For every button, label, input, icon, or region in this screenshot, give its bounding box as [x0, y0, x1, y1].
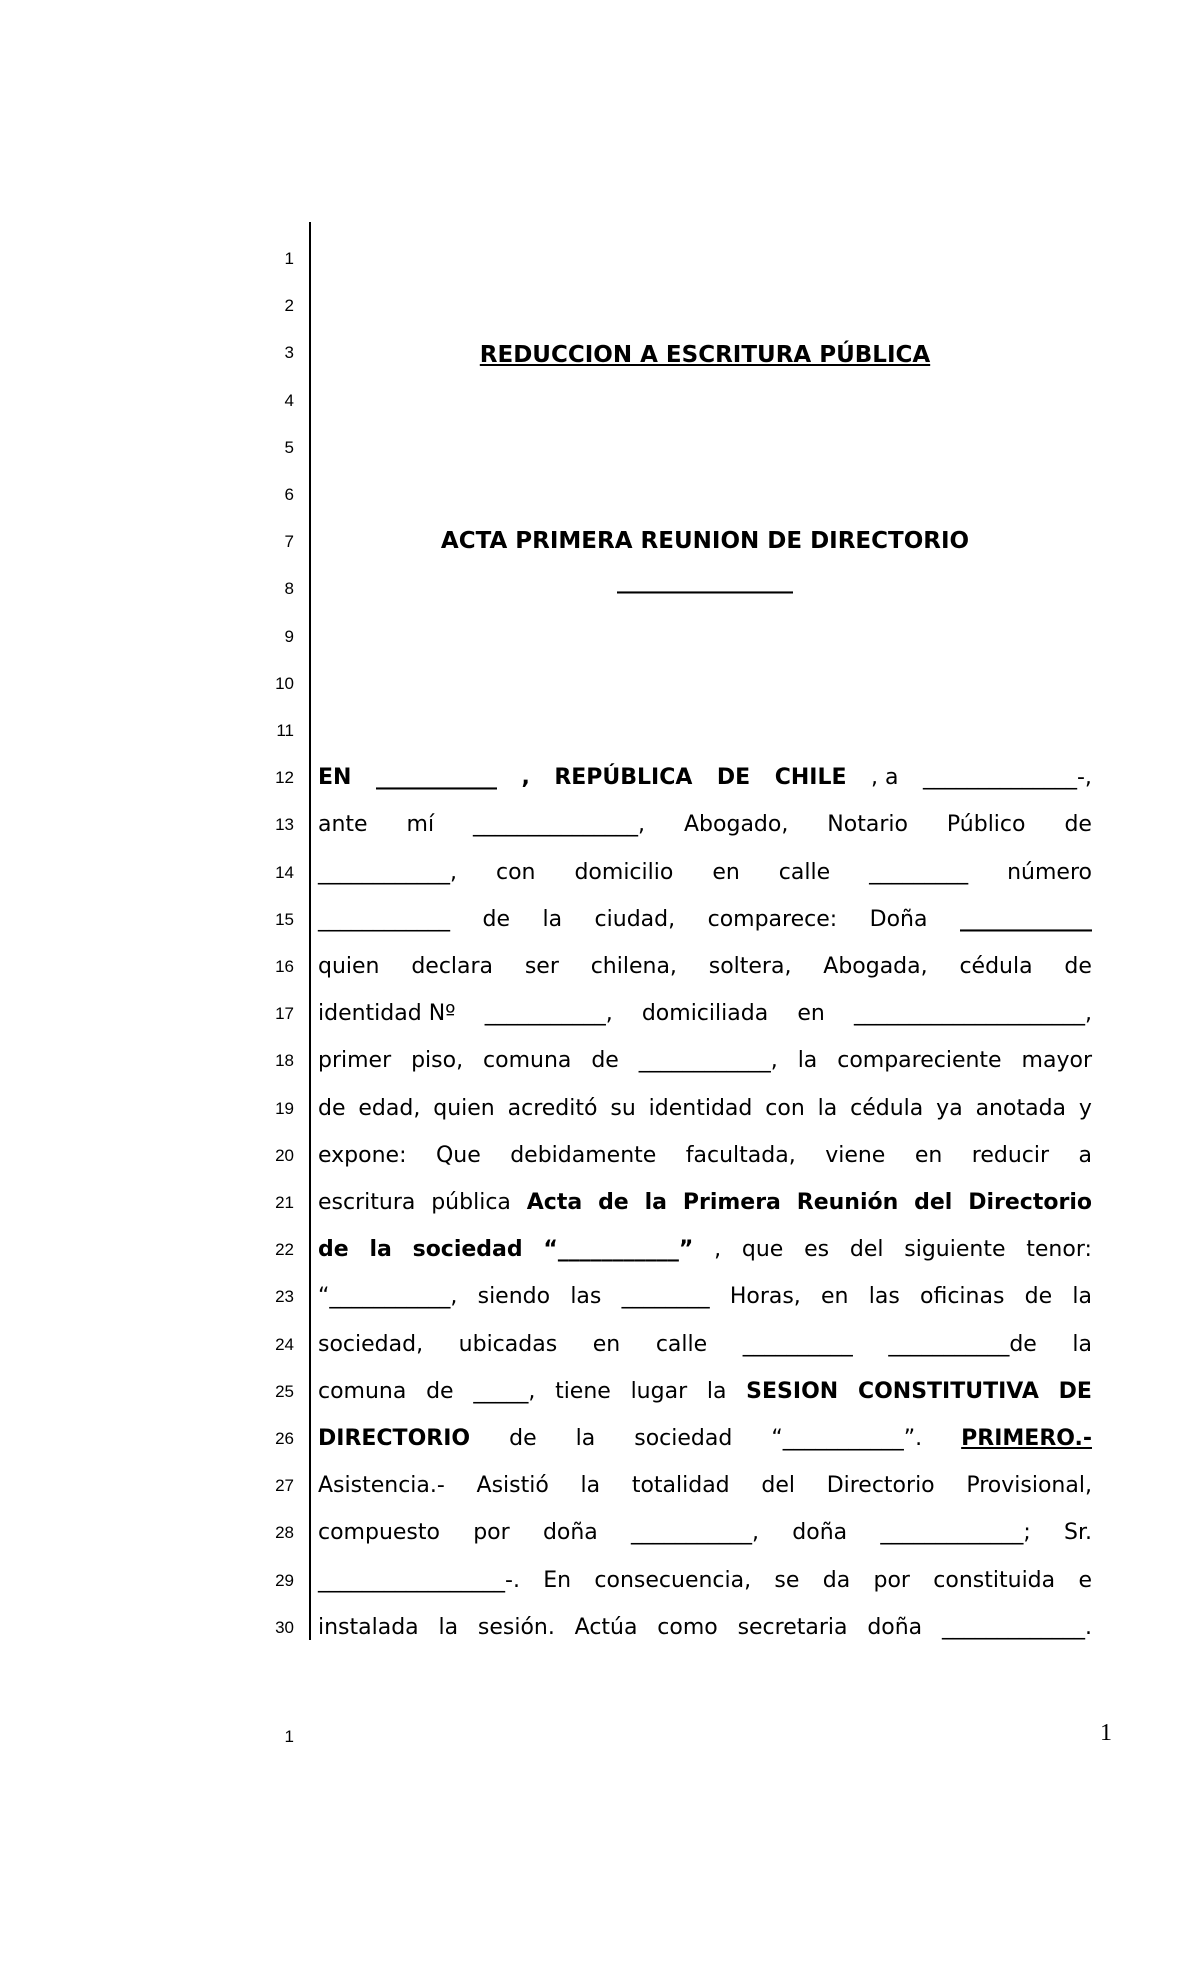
body-line: [318, 1566, 1092, 1596]
body-word: Directorio: [968, 1190, 1092, 1215]
body-line: [318, 1613, 1092, 1643]
body-word: ,: [714, 1237, 722, 1263]
body-word: _____________.: [941, 1614, 1092, 1640]
body-word: calle: [778, 859, 831, 885]
body-word: comuna: [483, 1048, 572, 1074]
body-word: anotada: [975, 1095, 1067, 1121]
body-word: _____________________,: [853, 1001, 1092, 1027]
line-number: 1: [284, 249, 294, 268]
body-word: la: [438, 1614, 459, 1640]
body-word: en: [797, 1001, 825, 1027]
body-word: domicilio: [574, 859, 674, 885]
body-word: CONSTITUTIVA: [857, 1378, 1039, 1404]
body-word: lugar: [630, 1378, 688, 1404]
body-word: __________: [742, 1331, 853, 1357]
body-word: “___________,: [318, 1284, 458, 1310]
line-number: 24: [275, 1334, 294, 1354]
body-word: quien: [318, 954, 380, 979]
body-word: sociedad,: [318, 1331, 424, 1357]
line-number: 21: [275, 1193, 294, 1212]
body-word: doña: [792, 1520, 848, 1546]
body-word: la: [1072, 1331, 1092, 1357]
line-number-rule: [309, 222, 311, 1640]
body-word: ,: [521, 765, 530, 791]
body-word: ___________: [375, 765, 497, 791]
body-line: [318, 1518, 1092, 1548]
line-number: 15: [275, 909, 294, 929]
body-word: ante: [318, 812, 368, 838]
body-word: DE: [1058, 1378, 1092, 1404]
body-word: EN: [318, 765, 352, 791]
body-word: edad,: [358, 1095, 421, 1121]
body-word: _________: [869, 859, 969, 885]
body-word: Provisional,: [966, 1473, 1092, 1499]
body-word: la: [797, 1048, 818, 1074]
body-word: en: [914, 1142, 943, 1168]
body-word: en: [712, 859, 740, 885]
body-word: ____________,: [318, 859, 457, 885]
body-word: en: [821, 1284, 849, 1310]
line-number: 4: [284, 390, 294, 410]
body-word: DIRECTORIO: [318, 1426, 471, 1451]
body-word: por: [873, 1567, 910, 1593]
body-word: Público: [946, 812, 1026, 838]
body-word: constituida: [933, 1567, 1056, 1593]
line-number: 19: [275, 1098, 294, 1118]
line-number: 13: [275, 815, 294, 835]
line-number: 23: [275, 1287, 294, 1307]
body-word: consecuencia,: [594, 1567, 752, 1593]
body-word: Sr.: [1064, 1520, 1092, 1546]
body-word: ___________de: [888, 1331, 1037, 1357]
line-number: 8: [284, 579, 294, 599]
body-word: por: [473, 1520, 510, 1546]
line-number: 3: [284, 343, 294, 363]
body-word: Abogado,: [684, 812, 789, 838]
document-subtitle: ACTA PRIMERA REUNION DE DIRECTORIO: [440, 528, 970, 554]
body-word: la: [644, 1190, 667, 1215]
body-word: En: [543, 1567, 572, 1593]
body-word: doña: [867, 1614, 923, 1640]
body-line: [318, 1046, 1092, 1076]
body-word: tenor:: [1026, 1237, 1092, 1263]
body-word: domiciliada: [641, 1001, 769, 1027]
body-word: _______________,: [473, 812, 646, 838]
body-word: de: [598, 1190, 629, 1215]
body-word: “___________”: [543, 1237, 694, 1263]
body-word: , a: [871, 765, 899, 791]
body-word: con: [765, 1095, 805, 1121]
body-word: Actúa: [574, 1614, 638, 1640]
line-number: 26: [275, 1429, 294, 1448]
body-word: quien: [433, 1095, 495, 1121]
body-word: Notario: [827, 812, 908, 838]
body-word: pública: [431, 1190, 511, 1215]
body-word: ___________,: [631, 1520, 760, 1546]
body-word: debidamente: [510, 1142, 657, 1168]
body-word: facultada,: [685, 1142, 796, 1168]
body-word: de: [426, 1378, 454, 1404]
body-word: cédula: [959, 954, 1033, 979]
line-number: 28: [275, 1523, 294, 1543]
body-word: SESION: [746, 1378, 839, 1404]
body-word: la: [706, 1378, 727, 1404]
body-word: de: [318, 1237, 349, 1263]
body-word: _____________;: [880, 1520, 1031, 1546]
body-line: [318, 999, 1092, 1029]
body-word: CHILE: [774, 765, 847, 791]
body-word: Doña: [869, 906, 928, 932]
body-word: Asistencia.-: [318, 1473, 445, 1499]
body-word: “___________”.: [771, 1426, 923, 1451]
body-word: declara: [411, 954, 494, 979]
body-line: [318, 1188, 1092, 1218]
body-word: primer: [318, 1048, 392, 1074]
body-word: como: [657, 1614, 718, 1640]
body-word: doña: [542, 1520, 598, 1546]
body-word: ____________,: [638, 1048, 778, 1074]
body-word: de: [1064, 954, 1092, 979]
body-word: siendo: [477, 1284, 551, 1310]
body-word: compuesto: [318, 1520, 440, 1546]
body-word: Primera: [682, 1190, 781, 1215]
body-word: ____________: [959, 906, 1092, 932]
body-word: a: [1078, 1142, 1092, 1168]
body-word: que: [741, 1237, 784, 1263]
line-number: 29: [275, 1570, 294, 1590]
body-line: [318, 810, 1092, 840]
body-word: del: [849, 1237, 884, 1263]
line-number: 14: [275, 862, 294, 882]
body-word: de: [1064, 812, 1092, 838]
line-number: 18: [275, 1051, 294, 1071]
body-line: [318, 858, 1092, 888]
body-word: de: [318, 1095, 346, 1121]
body-word: del: [914, 1190, 953, 1215]
body-word: reducir: [971, 1142, 1050, 1168]
line-number: 16: [275, 957, 294, 976]
body-word: y: [1078, 1095, 1092, 1121]
body-word: la: [542, 906, 563, 932]
body-word: tiene: [555, 1378, 611, 1404]
body-word: Reunión: [796, 1190, 899, 1215]
body-word: Que: [435, 1142, 481, 1168]
body-word: acreditó: [507, 1095, 598, 1121]
body-word: de: [1024, 1284, 1053, 1310]
body-word: PRIMERO.-: [961, 1426, 1092, 1451]
body-word: Acta: [526, 1190, 583, 1215]
body-word: ya: [936, 1095, 963, 1121]
line-number: 12: [275, 768, 294, 788]
body-word: del: [761, 1473, 795, 1499]
body-word: Directorio: [826, 1473, 935, 1499]
line-number: 9: [284, 626, 294, 646]
body-word: totalidad: [631, 1473, 730, 1499]
line-number: 6: [284, 485, 294, 504]
body-word: se: [774, 1567, 800, 1593]
body-word: soltera,: [708, 954, 792, 979]
body-word: ______________-,: [922, 765, 1092, 791]
body-word: Abogada,: [823, 954, 928, 979]
body-word: ubicadas: [458, 1331, 558, 1357]
body-word: chilena,: [590, 954, 677, 979]
body-word: identidad Nº: [318, 1001, 456, 1027]
body-word: viene: [825, 1142, 886, 1168]
body-word: ser: [524, 954, 559, 979]
body-word: en: [592, 1331, 621, 1357]
body-word: secretaria: [737, 1614, 848, 1640]
body-word: sociedad: [634, 1426, 733, 1451]
body-word: Horas,: [729, 1284, 801, 1310]
document-title: REDUCCION A ESCRITURA PÚBLICA: [479, 342, 931, 368]
page-number: 1: [1100, 1720, 1112, 1746]
body-word: la: [817, 1095, 838, 1121]
body-word: ciudad,: [594, 906, 676, 932]
body-word: las: [868, 1284, 900, 1310]
body-line: [318, 1094, 1092, 1124]
line-number: 27: [275, 1476, 294, 1496]
body-word: la: [1072, 1284, 1092, 1310]
body-line: [318, 1141, 1092, 1171]
body-word: escritura: [318, 1190, 416, 1215]
line-number: 2: [284, 296, 294, 316]
body-line: [318, 905, 1092, 935]
line-number: 30: [275, 1617, 294, 1637]
body-line: [318, 1424, 1092, 1454]
body-line: [318, 763, 1092, 793]
line-number: 17: [275, 1004, 294, 1024]
body-word: con: [495, 859, 536, 885]
body-word: comparece:: [707, 906, 838, 932]
body-word: las: [570, 1284, 602, 1310]
line-number: 20: [275, 1145, 294, 1165]
body-word: número: [1007, 859, 1092, 885]
body-word: ________: [621, 1284, 710, 1310]
body-word: de: [509, 1426, 537, 1451]
body-word: la: [369, 1237, 392, 1263]
body-word: DE: [716, 765, 751, 791]
line-number: 7: [284, 532, 294, 552]
body-word: de: [591, 1048, 619, 1074]
body-word: la: [575, 1426, 596, 1451]
body-word: _________________-.: [318, 1567, 520, 1593]
body-word: da: [822, 1567, 851, 1593]
body-word: mí: [406, 812, 435, 838]
body-word: piso,: [411, 1048, 464, 1074]
body-word: instalada: [318, 1614, 419, 1640]
body-line: [318, 1282, 1092, 1312]
body-word: compareciente: [837, 1048, 1002, 1074]
body-word: siguiente: [904, 1237, 1006, 1263]
line-number: 10: [275, 673, 294, 693]
body-word: oficinas: [920, 1284, 1005, 1310]
body-word: sociedad: [412, 1237, 523, 1263]
body-word: la: [580, 1473, 601, 1499]
body-line: [318, 1377, 1092, 1407]
body-word: de: [482, 906, 510, 932]
body-line: [318, 1471, 1092, 1501]
body-line: [318, 1330, 1092, 1360]
body-word: ___________,: [484, 1001, 613, 1027]
footer-line-number: 1: [284, 1727, 294, 1746]
line-number: 5: [284, 437, 294, 457]
body-word: cédula: [850, 1095, 924, 1121]
line-number: 11: [276, 721, 294, 740]
body-word: _____,: [473, 1378, 536, 1404]
line-number: 22: [275, 1240, 294, 1260]
body-line: [318, 1235, 1092, 1265]
body-word: expone:: [318, 1142, 407, 1168]
body-word: ____________: [318, 906, 450, 932]
body-word: comuna: [318, 1378, 407, 1404]
body-word: mayor: [1021, 1048, 1092, 1074]
body-word: e: [1078, 1567, 1092, 1593]
body-word: REPÚBLICA: [554, 765, 693, 791]
body-word: su: [610, 1095, 636, 1121]
subtitle-rule: ________________: [617, 569, 793, 594]
line-number: 25: [275, 1381, 294, 1401]
body-word: sesión.: [477, 1614, 555, 1640]
body-word: identidad: [648, 1095, 753, 1121]
body-line: [318, 952, 1092, 982]
body-word: calle: [655, 1331, 708, 1357]
body-word: es: [804, 1237, 830, 1263]
body-word: Asistió: [476, 1473, 549, 1499]
